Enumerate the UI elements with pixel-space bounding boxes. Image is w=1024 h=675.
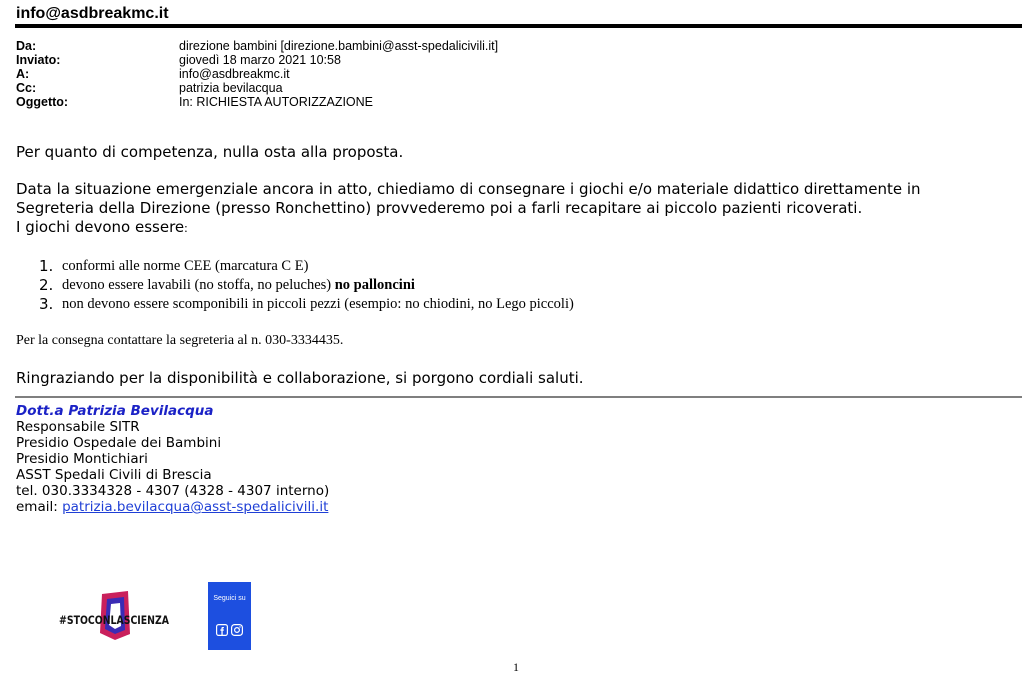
signature-phone: tel. 030.3334328 - 4307 (4328 - 4307 interno) [16,483,330,499]
account-title: info@asdbreakmc.it [16,5,169,22]
signature-line: Presidio Ospedale dei Bambini [16,435,222,451]
signature-line: Presidio Montichiari [16,451,148,467]
list-text: non devono essere scomponibili in piccoli pezzi (esempio: no chiodini, no Lego piccoli) [62,296,574,312]
page-number: 1 [513,660,519,674]
body-paragraph-1: Per quanto di competenza, nulla osta alla proposta. [16,143,404,161]
header-value: In: RICHIESTA AUTORIZZAZIONE [179,95,374,109]
logo-text: #STOCONLASCIENZA [59,613,170,627]
stoconlascienza-logo [58,588,172,642]
signature-name: Dott.a Patrizia Bevilacqua [16,403,214,419]
header-label: Da: [16,39,37,53]
signature-email [16,499,328,515]
list-number: 1. [39,257,54,275]
signature-line: Responsabile SITR [16,419,140,435]
header-label: Oggetto: [16,95,69,109]
header-value: patrizia bevilacqua [179,81,283,95]
header-label: A: [16,67,30,81]
signature-divider [15,396,1022,398]
email-link[interactable]: patrizia.bevilacqua@asst-spedalicivili.it [62,499,329,515]
list-text: devono essere lavabili (no stoffa, no peluches) no palloncini [62,277,415,293]
signature-line: ASST Spedali Civili di Brescia [16,467,212,483]
list-number: 3. [39,295,54,313]
instagram-icon[interactable] [231,624,243,636]
header-label: Inviato: [16,53,61,67]
header-value: direzione bambini [direzione.bambini@asst-spedalicivili.it] [179,39,499,53]
body-paragraph-2-line-3 [16,218,188,237]
header-value: giovedì 18 marzo 2021 10:58 [179,53,341,67]
closing-greeting: Ringraziando per la disponibilità e collaborazione, si porgono cordiali saluti. [16,369,584,387]
email-label: email: [16,499,63,515]
body-paragraph-2-line-2: Segreteria della Direzione (presso Ronchettino) provvederemo poi a farli recapitare ai piccolo pazienti ricoverati. [16,199,863,217]
delivery-note: Per la consegna contattare la segreteria al n. 030-3334435. [16,333,344,348]
title-divider [15,24,1022,28]
list-text: conformi alle norme CEE (marcatura C E) [62,258,309,274]
body-text-colon: : [184,220,188,235]
list-number: 2. [39,276,54,294]
facebook-icon[interactable] [216,624,228,636]
social-label: Seguici su [213,595,246,602]
header-value: info@asdbreakmc.it [179,67,290,81]
body-paragraph-2-line-1: Data la situazione emergenziale ancora in atto, chiediamo di consegnare i giochi e/o materiale didattico direttamente in [16,180,921,198]
body-text: I giochi devono essere [16,218,185,236]
header-label: Cc: [16,81,37,95]
social-follow-box[interactable] [208,582,251,650]
